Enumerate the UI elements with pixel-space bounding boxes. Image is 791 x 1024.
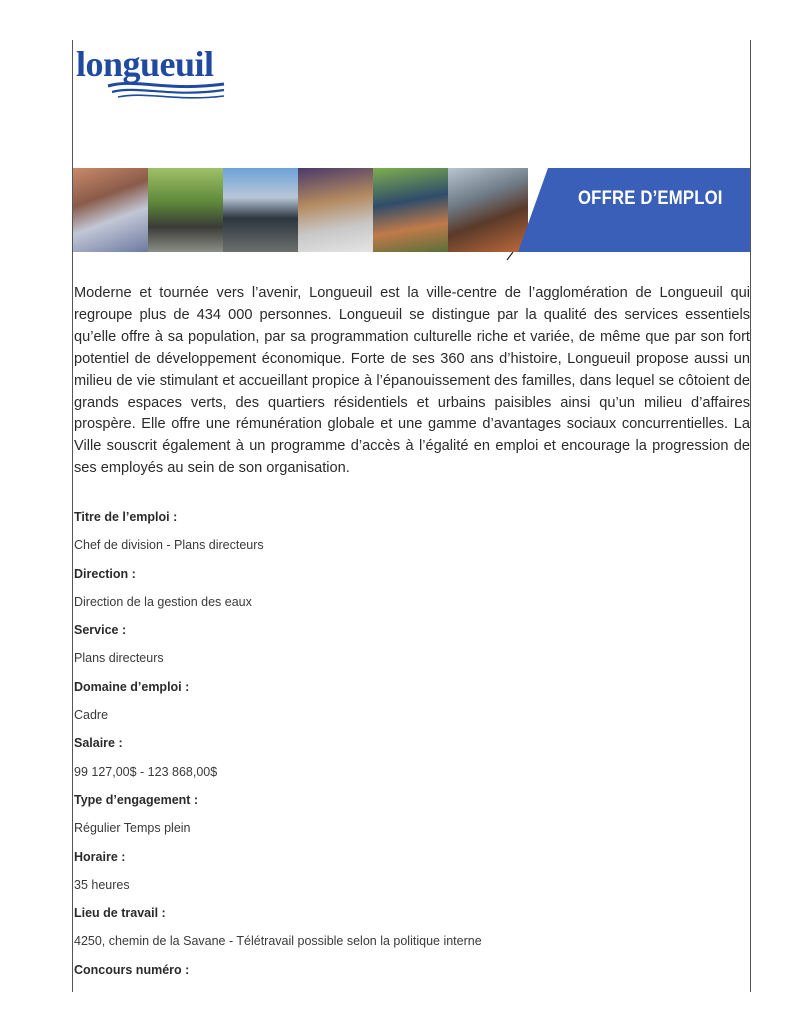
field-label: Titre de l’emploi : bbox=[74, 510, 178, 524]
field-value: Régulier Temps plein bbox=[74, 821, 191, 836]
field-direction bbox=[74, 565, 750, 622]
intro-paragraph: Moderne et tournée vers l’avenir, Longueuil est la ville-centre de l’agglomération de Longueuil qui regroupe plus de 434 000 personnes. Longueuil se distingue par la qualité des services essentiels qu’elle offre à sa population, par sa programmation culturelle riche et variée, de même que par son fort potentiel de développement économique. Forte de ses 360 ans d’histoire, Longueuil propose aussi un milieu de vie stimulant et accueillant propice à l’épanouissement des familles, dans lequel se côtoient de grands espaces verts, des quartiers résidentiels et urbains paisibles ainsi qu’un milieu d’affaires prospère. Elle offre une rémunération globale et une gamme d’avantages sociaux concurrentielles. La Ville souscrit également à un programme d’accès à l’égalité en emploi et encourage la progression de ses employés au sein de son organisation. bbox=[74, 285, 750, 477]
field-job-title bbox=[74, 508, 750, 565]
field-competition-number bbox=[74, 961, 750, 989]
field-value: Cadre bbox=[74, 708, 109, 723]
banner-photo-runner bbox=[298, 168, 373, 252]
field-salary bbox=[74, 734, 750, 791]
field-value: 35 heures bbox=[74, 877, 130, 892]
banner-title: OFFRE D’EMPLOI bbox=[578, 188, 723, 209]
field-label: Lieu de travail : bbox=[74, 906, 166, 921]
field-label: Type d’engagement : bbox=[74, 792, 199, 807]
field-value: Plans directeurs bbox=[74, 651, 164, 666]
banner-tick-mark bbox=[503, 252, 517, 262]
banner-title-panel bbox=[548, 168, 750, 252]
field-label: Direction : bbox=[74, 566, 136, 581]
field-value: Chef de division - Plans directeurs bbox=[74, 538, 264, 553]
field-value: 4250, chemin de la Savane - Télétravail possible selon la politique interne bbox=[74, 934, 482, 949]
header-banner bbox=[73, 168, 750, 252]
banner-photo-firefighter bbox=[448, 168, 528, 252]
banner-photo-building bbox=[223, 168, 298, 252]
field-label: Service : bbox=[74, 623, 127, 638]
field-job-domain bbox=[74, 678, 750, 735]
field-value: Direction de la gestion des eaux bbox=[74, 594, 252, 609]
banner-photo-crowd bbox=[73, 168, 148, 252]
field-label: Horaire : bbox=[74, 849, 126, 864]
field-engagement-type bbox=[74, 791, 750, 848]
banner-photo-cyclist bbox=[148, 168, 223, 252]
logo-wordmark: longueuil bbox=[76, 44, 214, 84]
job-details bbox=[74, 508, 750, 989]
logo-waves-icon bbox=[106, 78, 226, 100]
field-label: Salaire : bbox=[74, 736, 123, 751]
field-schedule bbox=[74, 848, 750, 905]
field-value: 99 127,00$ - 123 868,00$ bbox=[74, 764, 218, 779]
field-service bbox=[74, 621, 750, 678]
banner-photo-family bbox=[373, 168, 448, 252]
longueuil-logo bbox=[76, 46, 236, 106]
page-border-right bbox=[750, 40, 751, 992]
field-label: Domaine d’emploi : bbox=[74, 679, 190, 694]
field-workplace bbox=[74, 904, 750, 961]
field-label: Concours numéro : bbox=[74, 962, 190, 977]
